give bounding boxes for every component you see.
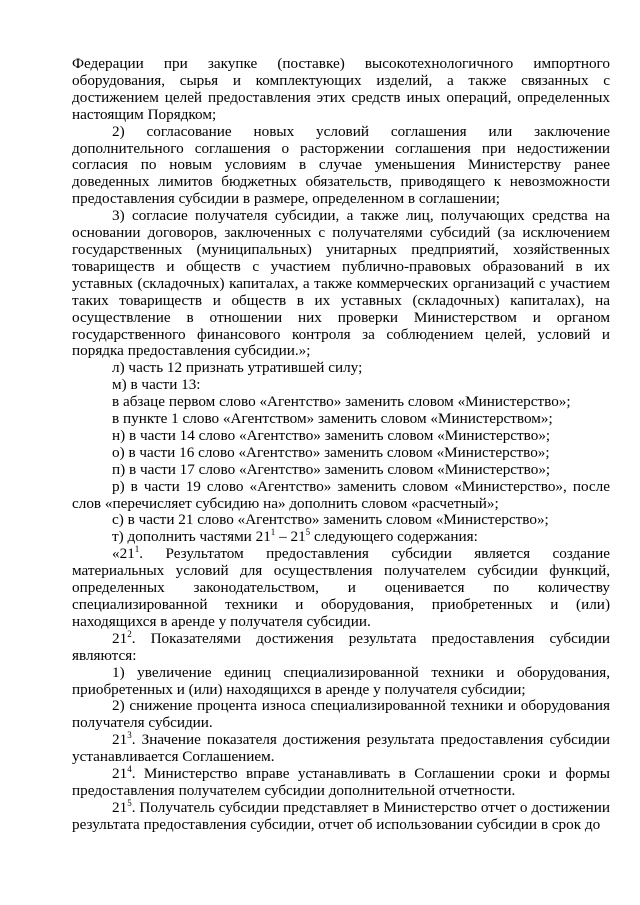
text-run: 2) согласование новых условий соглашения или заключение дополнительного соглашения о расторжении соглашения при недостижении согласия по новым условиям в случае уменьшения Министерству ранее доведенных лимитов бюджетных обязательств, приводящего к невозможности предоставления субсидии в размере, определенном в соглашении; [72, 122, 610, 208]
paragraph-p2 [72, 124, 610, 209]
text-run: . Получатель субсидии представляет в Министерство отчет о достижении результата предоставления субсидии, отчет об использовании субсидии в срок до [72, 798, 610, 833]
text-run: следующего содержания: [310, 528, 478, 546]
text-run: в абзаце первом слово «Агентство» заменить словом «Министерство»; [112, 393, 571, 411]
paragraph-p7 [72, 411, 610, 428]
superscript-index: 5 [305, 527, 311, 538]
text-run: 1) увеличение единиц специализированной техники и оборудования, приобретенных и (или) находящихся в аренде у получателя субсидии; [72, 663, 610, 698]
superscript-index: 1 [270, 527, 276, 538]
text-run: т) дополнить частями 21 [112, 528, 271, 546]
paragraph-p11 [72, 479, 610, 513]
superscript-index: 2 [127, 628, 132, 639]
paragraph-p16 [72, 665, 610, 699]
text-run: 21 [112, 629, 128, 647]
text-run: в пункте 1 слово «Агентством» заменить словом «Министерством»; [112, 410, 553, 428]
superscript-index: 1 [134, 544, 140, 555]
text-run: л) часть 12 признать утратившей силу; [112, 359, 363, 377]
paragraph-p14 [72, 546, 610, 631]
paragraph-p5 [72, 377, 610, 394]
text-run: с) в части 21 слово «Агентство» заменить словом «Министерство»; [112, 511, 549, 529]
text-run: 21 [112, 731, 128, 749]
paragraph-p4 [72, 360, 610, 377]
text-run: п) в части 17 слово «Агентство» заменить словом «Министерство»; [112, 460, 551, 478]
text-run: м) в части 13: [112, 376, 201, 394]
superscript-index: 4 [127, 764, 132, 775]
paragraph-p1 [72, 56, 610, 124]
text-run: . Значение показателя достижения результата предоставления субсидии устанавливается Соглашением. [72, 731, 610, 766]
text-run: о) в части 16 слово «Агентство» заменить словом «Министерство»; [112, 443, 550, 461]
paragraph-p8 [72, 428, 610, 445]
text-run: н) в части 14 слово «Агентство» заменить словом «Министерство»; [112, 426, 551, 444]
paragraph-p19 [72, 766, 610, 800]
text-run: «21 [112, 545, 135, 563]
superscript-index: 3 [127, 730, 132, 741]
paragraph-p10 [72, 462, 610, 479]
paragraph-p17 [72, 698, 610, 732]
paragraph-p13 [72, 529, 610, 546]
paragraph-p3 [72, 208, 610, 360]
text-run: 2) снижение процента износа специализированной техники и оборудования получателя субсидии. [72, 697, 610, 732]
text-run: Федерации при закупке (поставке) высокотехнологичного импортного оборудования, сырья и комплектующих изделий, а также связанных с достижением целей предоставления этих средств иных операций, определенных настоящим Порядком; [72, 55, 610, 123]
paragraph-p18 [72, 732, 610, 766]
text-run: р) в части 19 слово «Агентство» заменить словом «Министерство», после слов «перечисляет субсидию на» дополнить словом «расчетный»; [72, 477, 610, 512]
text-run: . Министерство вправе устанавливать в Соглашении сроки и формы предоставления получателем субсидии дополнительной отчетности. [72, 765, 610, 799]
paragraph-p6 [72, 394, 610, 411]
text-run: – 21 [275, 528, 306, 546]
text-run: 21 [112, 798, 128, 816]
paragraph-p9 [72, 445, 610, 462]
paragraph-p20 [72, 797, 610, 834]
text-run: 21 [112, 765, 128, 783]
text-run: . Результатом предоставления субсидии является создание материальных условий для осуществления получателем субсидии функций, определенных законодательством, и оценивается по количеству специализированной техники и оборудования, приобретенных и (или) находящихся в аренде у получателя субсидии. [72, 545, 610, 630]
document-page [72, 56, 610, 834]
text-run: . Показателями достижения результата предоставления субсидии являются: [72, 629, 610, 664]
superscript-index: 5 [127, 797, 132, 808]
text-run: 3) согласие получателя субсидии, а также лиц, получающих средства на основании договоров, заключенных с получателями субсидий (за исключением государственных (муниципальных) унитарных предприятий, хозяйственных товариществ и обществ с участием публично-правовых образований в их уставных (складочных) капиталах, а также коммерческих организаций с участием таких товариществ и обществ в их уставных (складочных) капиталах), на осуществление в отношении них проверки Министерством и органом государственного финансового контроля за соблюдением целей, условий и порядка предоставления субсидии.»; [72, 207, 610, 360]
paragraph-p12 [72, 512, 610, 529]
paragraph-p15 [72, 628, 610, 665]
